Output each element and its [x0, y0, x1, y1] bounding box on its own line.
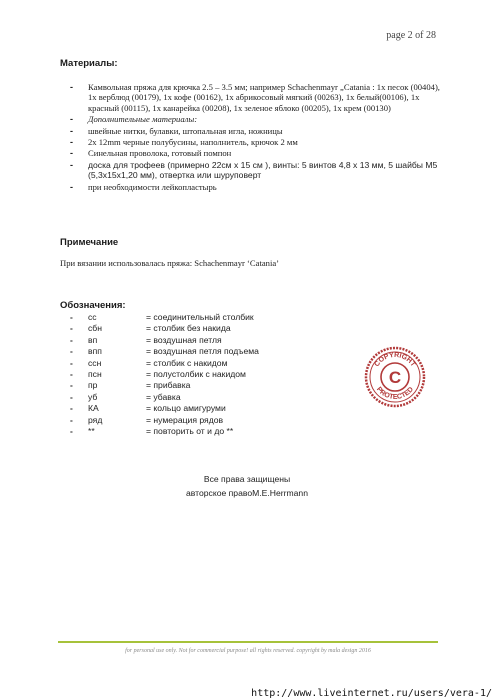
note-text: При вязании использовалась пряжа: Schachenmayr ‘Catania’ [60, 258, 280, 268]
legend-definition: = воздушная петля подъема [146, 346, 259, 357]
legend-title: Обозначения: [60, 300, 126, 311]
legend-definition: = соединительный столбик [146, 312, 254, 322]
materials-item [70, 148, 440, 158]
bullet-dash: - [70, 181, 73, 192]
materials-item [70, 137, 440, 147]
legend-dash: - [70, 334, 73, 345]
watermark-url: http://www.liveinternet.ru/users/vera-1/ [251, 688, 492, 699]
bullet-dash: - [70, 137, 73, 148]
bullet-dash: - [70, 114, 73, 125]
materials-item-text: Синельная проволока, готовый помпон [88, 148, 232, 159]
legend-abbreviation: вп [88, 334, 98, 345]
legend-abbreviation: ряд [88, 414, 103, 425]
copyright-icon: C [388, 368, 402, 387]
note-title: Примечание [60, 237, 119, 248]
legend-row [70, 346, 330, 357]
legend-dash: - [70, 368, 73, 379]
materials-item [70, 82, 440, 113]
bullet-dash: - [70, 148, 73, 159]
legend-dash: - [70, 391, 73, 402]
materials-item-text: швейные нитки, булавки, штопальная игла, ножницы [88, 125, 283, 136]
legend-dash: - [70, 380, 73, 391]
footer-disclaimer: for personal use only. Not for commercial purpose! all rights reserved. copyright by mala design 2016 [125, 648, 371, 654]
legend-row [70, 335, 330, 346]
legend-abbreviation: КА [88, 403, 99, 414]
rights-line-1: Все права защищены [203, 474, 291, 484]
stamp-bottom-text: PROTECTED [374, 385, 416, 402]
materials-item [70, 160, 440, 181]
legend-definition: = прибавка [146, 380, 191, 391]
copyright-stamp [364, 346, 426, 408]
legend-row [70, 380, 330, 391]
legend-dash: - [70, 346, 73, 357]
legend-dash: - [70, 323, 73, 334]
legend-abbreviation: сс [88, 312, 97, 322]
legend-definition: = столбик с накидом [146, 357, 228, 368]
svg-text:COPYRIGHT [374, 352, 417, 369]
page-number: page 2 of 28 [386, 30, 436, 41]
legend-definition: = полустолбик с накидом [146, 368, 246, 379]
materials-list [70, 82, 440, 193]
legend-definition: = кольцо амигуруми [146, 403, 226, 414]
legend-dash: - [70, 414, 73, 425]
stamp-top-text: COPYRIGHT [373, 351, 417, 369]
legend-definition: = убавка [146, 391, 181, 402]
materials-item [70, 126, 440, 136]
legend-definition: = нумерация рядов [146, 414, 224, 425]
svg-text:PROTECTED [375, 386, 415, 401]
materials-item [70, 182, 440, 192]
legend-abbreviation: пр [88, 380, 98, 391]
legend-row [70, 323, 330, 334]
legend-abbreviation: впп [88, 346, 102, 357]
legend-row [70, 312, 330, 323]
legend-dash: - [70, 425, 73, 436]
legend-definition: = повторить от и до ** [146, 425, 234, 436]
legend-list [70, 312, 330, 437]
materials-item-text: при необходимости лейкопластырь [88, 181, 217, 192]
footer-divider [58, 641, 438, 643]
bullet-dash: - [70, 159, 73, 170]
bullet-dash: - [70, 125, 73, 136]
legend-definition: = столбик без накида [146, 323, 231, 334]
legend-dash: - [70, 312, 73, 322]
legend-row [70, 415, 330, 426]
legend-row [70, 403, 330, 414]
materials-title: Материалы: [60, 58, 118, 69]
legend-row [70, 392, 330, 403]
rights-line-2: авторское правоM.E.Herrmann [186, 488, 308, 498]
legend-abbreviation: ** [88, 425, 95, 436]
legend-dash: - [70, 403, 73, 414]
legend-row [70, 369, 330, 380]
legend-row [70, 358, 330, 369]
materials-item [70, 114, 440, 124]
legend-definition: = воздушная петля [146, 334, 222, 345]
materials-item-text: доска для трофеев (примерно 22см х 15 см ), винты: 5 винтов 4,8 х 13 мм, 5 шайбы М5 (5,3х15х1,20 мм), отвертка или шуруповерт [88, 159, 438, 181]
legend-abbreviation: сбн [88, 323, 102, 334]
materials-item-text: Камвольная пряжа для крючка 2.5 – 3.5 мм; например Schachenmayr „Catania : 1х песок (00404), 1х верблюд (00179), 1х кофе (00162), 1х абрикосовый мягкий (00263), 1х белый(00106), 1х красный (00115), 1х канарейка (00208), 1х зеленое яблоко (00205), 1х крем (00130) [88, 82, 440, 113]
legend-abbreviation: ссн [88, 357, 102, 368]
legend-abbreviation: уб [88, 391, 98, 402]
materials-item-text: Дополнительные материалы: [88, 114, 198, 125]
legend-dash: - [70, 357, 73, 368]
legend-row [70, 426, 330, 437]
bullet-dash: - [70, 82, 73, 92]
materials-item-text: 2х 12mm черные полубусины, наполнитель, крючок 2 мм [88, 137, 298, 148]
legend-abbreviation: псн [88, 368, 102, 379]
